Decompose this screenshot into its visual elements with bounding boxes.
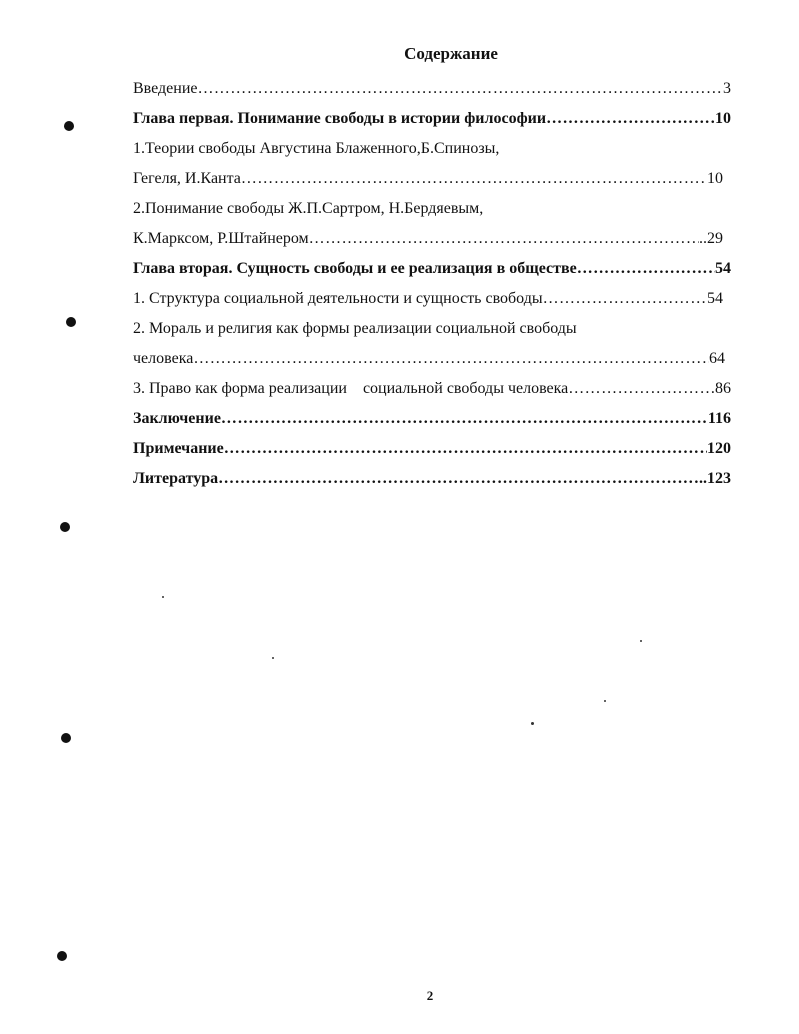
toc-entry-text: Глава вторая. Сущность свободы и ее реализация в обществе	[133, 260, 577, 277]
leader-dots	[543, 284, 707, 314]
toc-page-number: 86	[715, 380, 731, 397]
toc-entry-text: человека	[133, 350, 194, 367]
toc-entry-ch2-sec1	[133, 284, 731, 314]
toc-page-number: ..123	[699, 470, 731, 487]
toc-entry-text: 1.Теории свободы Августина Блаженного,Б.Спинозы,	[133, 140, 500, 157]
leader-dots	[221, 404, 708, 434]
toc-entry-text: 1. Структура социальной деятельности и сущность свободы	[133, 290, 543, 307]
toc-entry-conclusion	[133, 404, 731, 434]
toc-entry-ch2-sec2-line2	[133, 344, 731, 374]
toc-entry-text: Примечание	[133, 440, 224, 457]
toc-page-number: 54	[707, 290, 723, 307]
leader-dots	[568, 374, 715, 404]
scan-speck	[640, 640, 642, 642]
scan-speck	[531, 722, 534, 725]
scan-speck	[604, 700, 606, 702]
toc-entry-chapter2	[133, 254, 731, 284]
leader-dots	[218, 464, 699, 494]
leader-dots	[193, 344, 709, 374]
toc-entry-chapter1	[133, 104, 731, 134]
toc-entry-ch1-sec1-line2	[133, 164, 731, 194]
toc-entry-text: 2.Понимание свободы Ж.П.Сартром, Н.Бердяевым,	[133, 200, 484, 217]
toc-page-number: 10	[707, 170, 723, 187]
toc-page-number: 10	[715, 110, 731, 127]
leader-dots	[198, 74, 724, 104]
toc-entry-text: Глава первая. Понимание свободы в истории философии	[133, 110, 547, 127]
leader-dots	[309, 224, 699, 254]
leader-dots	[577, 254, 715, 284]
leader-dots	[224, 434, 707, 464]
toc-entry-text: Литература	[133, 470, 219, 487]
page-number: 2	[426, 988, 434, 1003]
punch-hole-mark	[66, 317, 76, 327]
toc-entry-text: Введение	[133, 80, 198, 97]
table-of-contents	[133, 74, 731, 494]
toc-entry-ch2-sec3	[133, 374, 731, 404]
toc-entry-text: 2. Мораль и религия как формы реализации социальной свободы	[133, 320, 577, 337]
toc-page-number: 116	[707, 410, 731, 427]
scan-speck	[162, 596, 164, 598]
toc-page-number: ..29	[699, 230, 723, 247]
leader-dots	[241, 164, 707, 194]
punch-hole-mark	[60, 522, 70, 532]
toc-entry-ch2-sec2-line1	[133, 314, 731, 344]
toc-page-number: 3	[723, 80, 731, 97]
toc-entry-text: Гегеля, И.Канта	[133, 170, 241, 187]
punch-hole-mark	[64, 121, 74, 131]
leader-dots	[546, 104, 715, 134]
toc-entry-ch1-sec2-line2	[133, 224, 731, 254]
toc-entry-text: Заключение	[133, 410, 221, 427]
toc-entry-literature	[133, 464, 731, 494]
toc-entry-text: 3. Право как форма реализации социальной свободы человека	[133, 380, 569, 397]
toc-entry-text: К.Марксом, Р.Штайнером	[133, 230, 309, 247]
toc-entry-ch1-sec1-line1	[133, 134, 731, 164]
toc-entry-ch1-sec2-line1	[133, 194, 731, 224]
punch-hole-mark	[57, 951, 67, 961]
toc-page-number: 120	[707, 440, 731, 457]
toc-entry-notes	[133, 434, 731, 464]
toc-page-number: 64	[709, 350, 725, 367]
page-title: Содержание	[404, 44, 498, 63]
toc-entry-introduction	[133, 74, 731, 104]
scan-speck	[272, 657, 274, 659]
toc-page-number: 54	[715, 260, 731, 277]
punch-hole-mark	[61, 733, 71, 743]
